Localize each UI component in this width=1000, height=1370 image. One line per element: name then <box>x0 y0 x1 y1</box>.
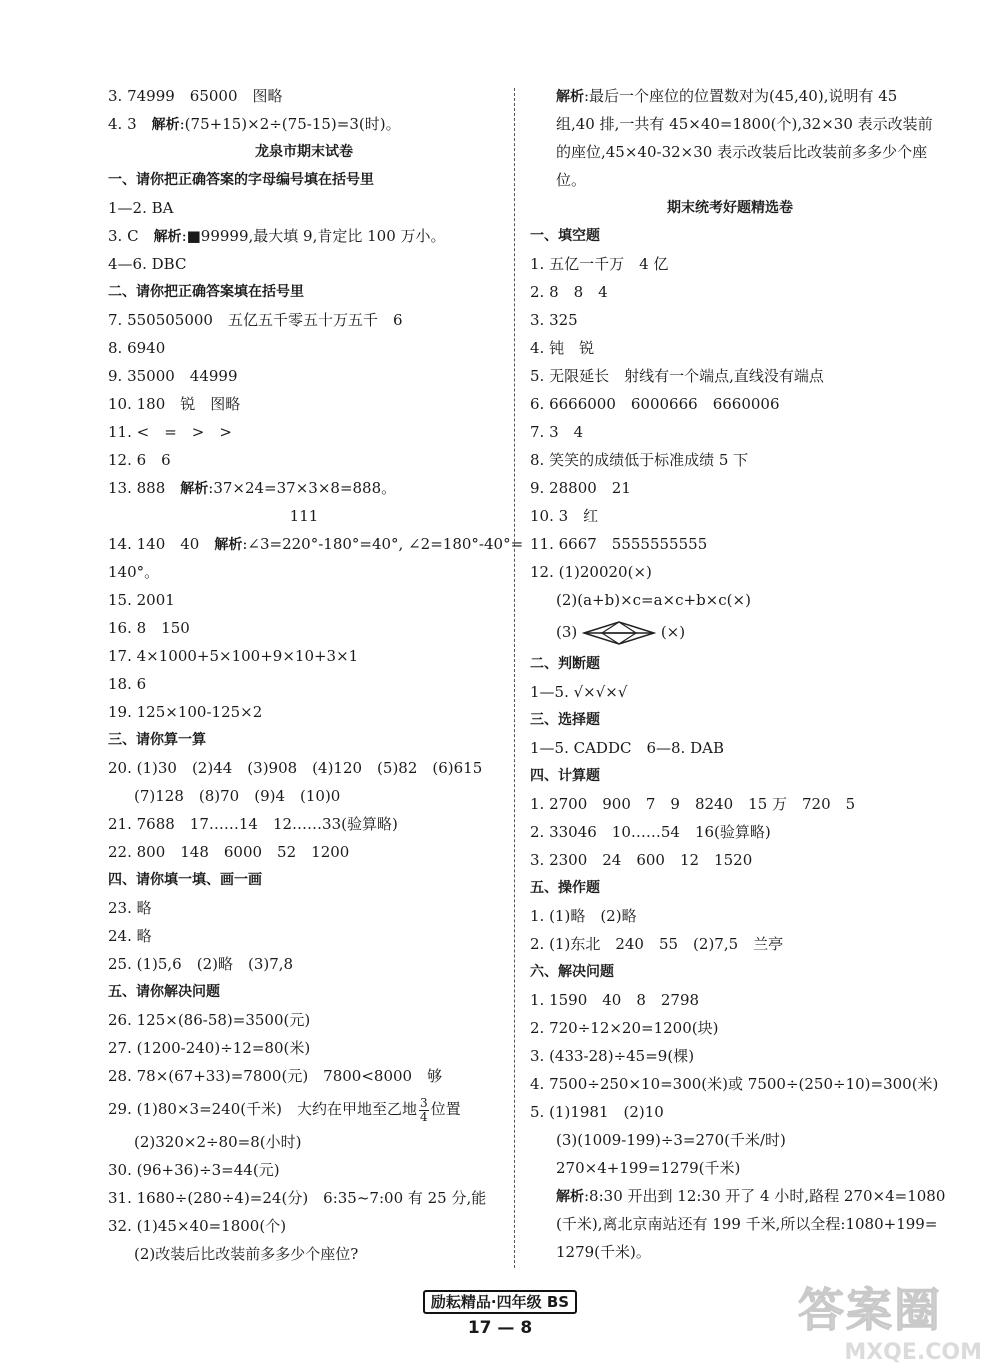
answer-line: 1—5. √×√×√ <box>530 683 628 701</box>
answer-line: 7. 3 4 <box>530 423 584 441</box>
answer-line: 3. 325 <box>530 311 578 329</box>
answer-line: 12. 6 6 <box>108 451 171 469</box>
answer-line: 32. (1)45×40=1800(个) <box>108 1217 287 1235</box>
answer-line: (2)(a+b)×c=a×c+b×c(×) <box>556 591 751 609</box>
answer-line: 5. (1)1981 (2)10 <box>530 1103 664 1121</box>
answer-line <box>108 530 524 558</box>
answer-line: 19. 125×100-125×2 <box>108 703 263 721</box>
answer-line: 8. 笑笑的成绩低于标准成绩 5 下 <box>530 451 749 469</box>
right-column <box>530 82 946 1266</box>
answer-text: :8:30 开出到 12:30 开了 4 小时,路程 270×4=1080 <box>584 1187 946 1205</box>
analysis-label: 解析 <box>556 1189 584 1205</box>
answer-line: 5. 无限延长 射线有一个端点,直线没有端点 <box>530 367 824 385</box>
answer-line: 17. 4×1000+5×100+9×10+3×1 <box>108 647 359 665</box>
fraction-numerator: 3 <box>419 1095 428 1110</box>
answer-line: 1279(千米)。 <box>556 1243 651 1261</box>
answer-line: 4. 7500÷250×10=300(米)或 7500÷(250÷10)=300(米) <box>530 1075 939 1093</box>
answer-line: 15. 2001 <box>108 591 175 609</box>
answer-line: 27. (1200-240)÷12=80(米) <box>108 1039 311 1057</box>
answer-line: 3. 74999 65000 图略 <box>108 87 283 105</box>
answer-line: 18. 6 <box>108 675 147 693</box>
answer-line: 4—6. DBC <box>108 255 187 273</box>
answer-text: 29. (1)80×3=240(千米) 大约在甲地至乙地 <box>108 1100 417 1118</box>
answer-line: 1—5. CADDC 6—8. DAB <box>530 739 724 757</box>
answer-line: 11. < = > > <box>108 423 232 441</box>
answer-line: 1. (1)略 (2)略 <box>530 907 637 925</box>
column-divider <box>514 88 515 1268</box>
answer-text: :■99999,最大填 9,肯定比 100 万小。 <box>181 227 446 245</box>
answer-text: 4. 3 <box>108 115 152 133</box>
answer-line: 12. (1)20020(×) <box>530 563 652 581</box>
answer-text: (×) <box>660 623 686 641</box>
answer-line: (3)(1009-199)÷3=270(千米/时) <box>556 1131 786 1149</box>
answer-line: 28. 78×(67+33)=7800(元) 7800<8000 够 <box>108 1067 443 1085</box>
answer-text: :∠3=220°-180°=40°, ∠2=180°-40°= <box>242 535 524 553</box>
section-heading: 二、判断题 <box>530 656 600 672</box>
answer-line: 30. (96+36)÷3=44(元) <box>108 1161 280 1179</box>
analysis-label: 解析 <box>180 481 209 497</box>
answer-line: 组,40 排,一共有 45×40=1800(个),32×30 表示改装前 <box>556 115 933 133</box>
answer-line: 21. 7688 17……14 12……33(验算略) <box>108 815 398 833</box>
section-heading: 四、请你填一填、画一画 <box>108 872 262 888</box>
answer-line: (2)改装后比改装前多多少个座位? <box>134 1245 359 1263</box>
answer-line: 位。 <box>556 171 587 189</box>
answer-line: 8. 6940 <box>108 339 166 357</box>
answer-line <box>108 110 500 138</box>
fraction <box>419 1097 429 1124</box>
answer-line: 的座位,45×40-32×30 表示改装后比改装前多多少个座 <box>556 143 928 161</box>
answer-line: 23. 略 <box>108 899 152 917</box>
section-heading: 三、选择题 <box>530 712 600 728</box>
answer-line: 2. (1)东北 240 55 (2)7,5 兰亭 <box>530 935 784 953</box>
answer-line: 2. 33046 10……54 16(验算略) <box>530 823 771 841</box>
answer-line: 1. 五亿一千万 4 亿 <box>530 255 669 273</box>
answer-line: 20. (1)30 (2)44 (3)908 (4)120 (5)82 (6)615 <box>108 759 483 777</box>
answer-line: (千米),离北京南站还有 199 千米,所以全程:1080+199= <box>556 1215 938 1233</box>
answer-line: 6. 6666000 6000666 6660006 <box>530 395 780 413</box>
answer-text: :最后一个座位的位置数对为(45,40),说明有 45 <box>584 87 898 105</box>
watermark-url: MXQE.COM <box>844 1340 982 1365</box>
section-heading: 一、请你把正确答案的字母编号填在括号里 <box>108 172 374 188</box>
answer-line: 2. 8 8 4 <box>530 283 608 301</box>
answer-line: 3. 2300 24 600 12 1520 <box>530 851 753 869</box>
answer-line: 11. 6667 5555555555 <box>530 535 708 553</box>
answer-line: (2)320×2÷80=8(小时) <box>134 1133 302 1151</box>
left-column <box>108 82 524 1268</box>
section-heading: 三、请你算一算 <box>108 732 206 748</box>
answer-line: 3. (433-28)÷45=9(棵) <box>530 1047 695 1065</box>
answer-line: 9. 28800 21 <box>530 479 631 497</box>
answer-line: 1. 1590 40 8 2798 <box>530 991 700 1009</box>
answer-line: 1—2. BA <box>108 199 174 217</box>
answer-text: 14. 140 40 <box>108 535 215 553</box>
answer-text: 3. C <box>108 227 154 245</box>
answer-line: 25. (1)5,6 (2)略 (3)7,8 <box>108 955 294 973</box>
answer-line: 4. 钝 锐 <box>530 339 595 357</box>
answer-line <box>108 1090 500 1128</box>
section-heading: 六、解决问题 <box>530 964 614 980</box>
watermark-text: 答案圈 <box>798 1283 942 1337</box>
rhombus-triangle-figure <box>582 620 656 646</box>
analysis-label: 解析 <box>556 89 584 105</box>
watermark-logo <box>798 1274 988 1364</box>
answer-text: 位置 <box>430 1100 461 1118</box>
answer-line: 10. 180 锐 图略 <box>108 395 241 413</box>
brand-label: 励耘精品·四年级 BS <box>423 1290 577 1314</box>
answer-line <box>108 222 500 250</box>
section-heading: 四、计算题 <box>530 768 600 784</box>
section-heading: 二、请你把正确答案填在括号里 <box>108 284 304 300</box>
analysis-label: 解析 <box>153 229 182 245</box>
answer-line <box>530 614 930 650</box>
analysis-label: 解析 <box>151 117 180 133</box>
answer-line: 16. 8 150 <box>108 619 190 637</box>
answer-line: 24. 略 <box>108 927 152 945</box>
answer-text: (3) <box>556 623 578 641</box>
answer-text: :37×24=37×3×8=888。 <box>208 479 397 497</box>
page-number: 17 — 8 <box>467 1318 533 1338</box>
answer-line: 140°。 <box>108 563 160 581</box>
exam-title: 期末统考好题精选卷 <box>667 200 793 216</box>
answer-line: 22. 800 148 6000 52 1200 <box>108 843 350 861</box>
section-heading: 五、操作题 <box>530 880 600 896</box>
answer-line <box>108 474 500 502</box>
answer-line: 111 <box>289 507 319 525</box>
answer-text: :(75+15)×2÷(75-15)=3(时)。 <box>179 115 401 133</box>
answer-line: 7. 550505000 五亿五千零五十万五千 6 <box>108 311 403 329</box>
answer-line: 270×4+199=1279(千米) <box>556 1159 741 1177</box>
answer-text: 13. 888 <box>108 479 181 497</box>
answer-line <box>530 1182 946 1210</box>
section-heading: 一、填空题 <box>530 228 600 244</box>
answer-line: 31. 1680÷(280÷4)=24(分) 6:35~7:00 有 25 分,能 <box>108 1189 487 1207</box>
exam-title: 龙泉市期末试卷 <box>255 144 353 160</box>
fraction-denominator: 4 <box>419 1109 428 1124</box>
section-heading: 五、请你解决问题 <box>108 984 220 1000</box>
answer-line: (7)128 (8)70 (9)4 (10)0 <box>134 787 341 805</box>
answer-line: 1. 2700 900 7 9 8240 15 万 720 5 <box>530 795 856 813</box>
answer-line: 10. 3 红 <box>530 507 599 525</box>
answer-line <box>530 82 930 110</box>
answer-line: 2. 720÷12×20=1200(块) <box>530 1019 719 1037</box>
answer-line: 26. 125×(86-58)=3500(元) <box>108 1011 311 1029</box>
analysis-label: 解析 <box>214 537 243 553</box>
answer-line: 9. 35000 44999 <box>108 367 238 385</box>
